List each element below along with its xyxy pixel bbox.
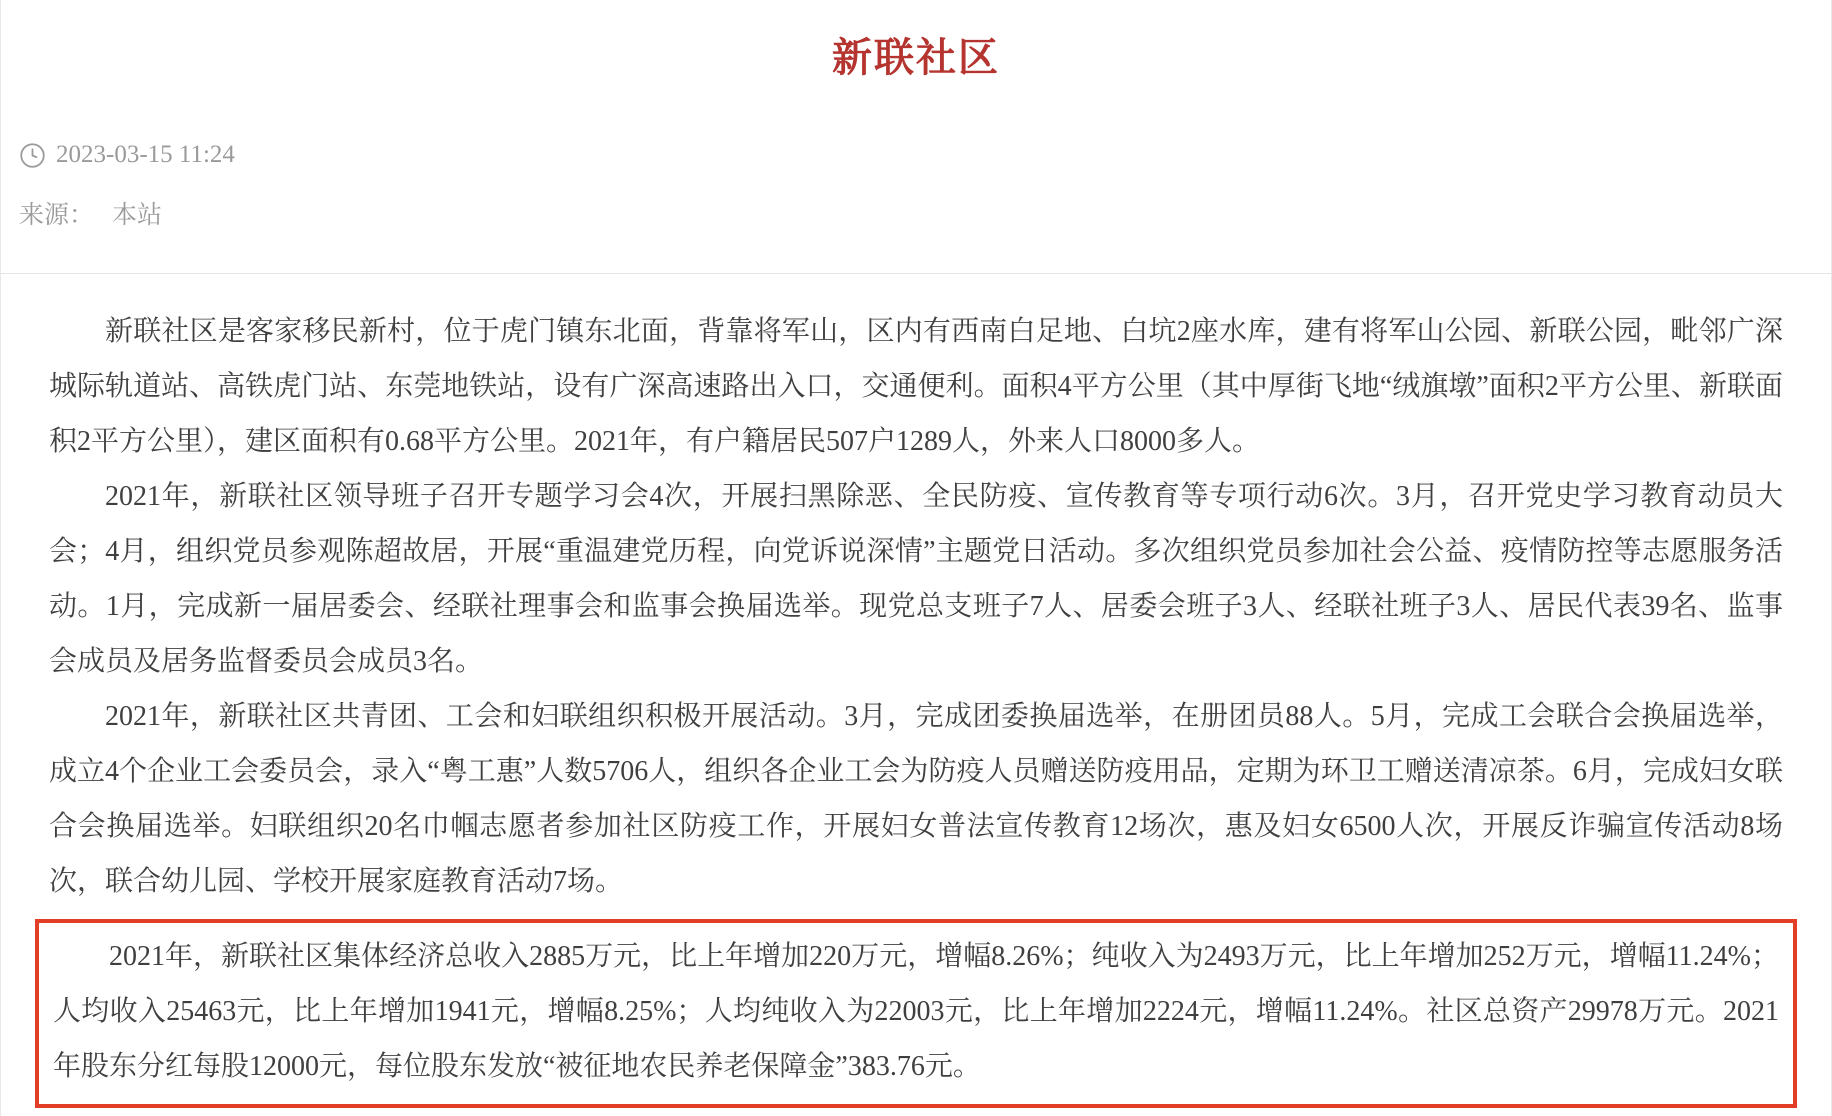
publish-date: 2023-03-15 11:24: [56, 141, 235, 168]
clock-icon: [19, 142, 46, 169]
page-title: 新联社区: [832, 35, 1000, 80]
article-body: [1, 274, 1831, 1108]
paragraph-economy-highlighted: 2021年，新联社区集体经济总收入2885万元，比上年增加220万元，增幅8.26%；纯收入为2493万元，比上年增加252万元，增幅11.24%；人均收入25463元，比上年增加1941元，增幅8.25%；人均纯收入为22003元，比上年增加2224元，增幅11.24%。社区总资产29978万元。2021年股东分红每股12000元，每位股东发放“被征地农民养老保障金”383.76元。: [53, 941, 1779, 1082]
publish-date-row: [19, 141, 1813, 169]
paragraph-organizations: 2021年，新联社区共青团、工会和妇联组织积极开展活动。3月，完成团委换届选举，在册团员88人。5月，完成工会联合会换届选举，成立4个企业工会委员会，录入“粤工惠”人数5706人，组织各企业工会为防疫人员赠送防疫用品，定期为环卫工赠送清凉茶。6月，完成妇女联合会换届选举。妇联组织20名巾帼志愿者参加社区防疫工作，开展妇女普法宣传教育12场次，惠及妇女6500人次，开展反诈骗宣传活动8场次，联合幼儿园、学校开展家庭教育活动7场。: [49, 701, 1783, 897]
source-value: 本站: [112, 202, 163, 229]
highlighted-economy-box: [35, 919, 1797, 1108]
source-label: 来源：: [19, 202, 95, 229]
paragraph-intro: 新联社区是客家移民新村，位于虎门镇东北面，背靠将军山，区内有西南白足地、白坑2座水库，建有将军山公园、新联公园，毗邻广深城际轨道站、高铁虎门站、东莞地铁站，设有广深高速路出入口，交通便利。面积4平方公里（其中厚街飞地“绒旗墩”面积2平方公里、新联面积2平方公里），建区面积有0.68平方公里。2021年，有户籍居民507户1289人，外来人口8000多人。: [49, 316, 1783, 457]
article-meta: [1, 141, 1831, 231]
paragraph-leadership: 2021年，新联社区领导班子召开专题学习会4次，开展扫黑除恶、全民防疫、宣传教育等专项行动6次。3月，召开党史学习教育动员大会；4月，组织党员参观陈超故居，开展“重温建党历程，向党诉说深情”主题党日活动。多次组织党员参加社会公益、疫情防控等志愿服务活动。1月，完成新一届居委会、经联社理事会和监事会换届选举。现党总支班子7人、居委会班子3人、经联社班子3人、居民代表39名、监事会成员及居务监督委员会成员3名。: [49, 481, 1783, 677]
source-row: [19, 195, 1813, 231]
